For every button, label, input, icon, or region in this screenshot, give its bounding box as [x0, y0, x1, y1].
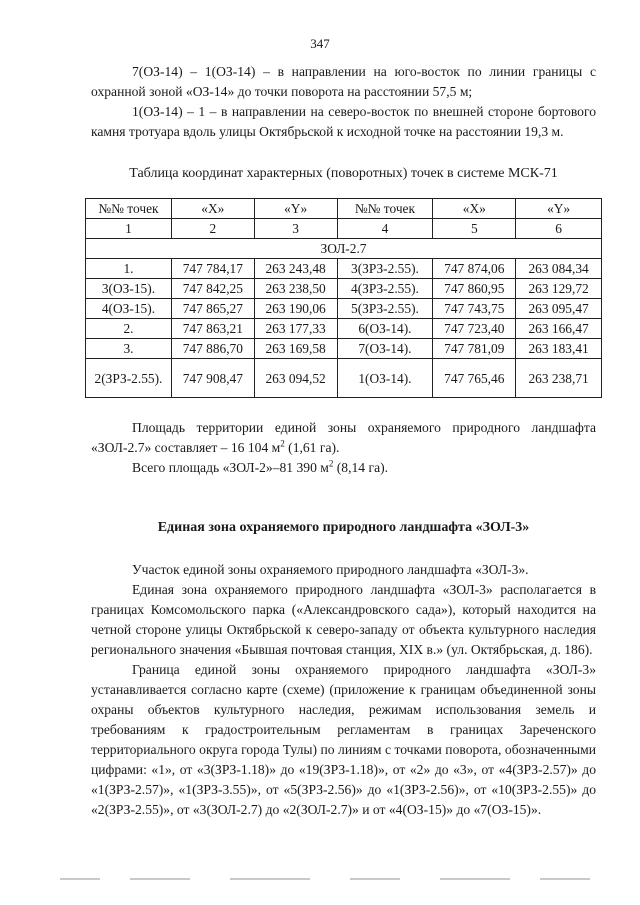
table-cell: 6(ОЗ-14). — [337, 319, 433, 339]
table-cell: 6 — [516, 219, 602, 239]
table-cell: 5(ЗРЗ-2.55). — [337, 299, 433, 319]
footer-scan-marks — [60, 878, 600, 886]
table-row — [86, 319, 602, 339]
table-cell: 263 166,47 — [516, 319, 602, 339]
coordinates-table — [85, 198, 602, 398]
total-area-text: Всего площадь «ЗОЛ-2»–81 390 м — [132, 460, 329, 475]
table-caption: Таблица координат характерных (поворотных) точек в системе МСК-71 — [129, 166, 558, 181]
table-cell: 7(ОЗ-14). — [337, 339, 433, 359]
table-cell: 747 886,70 — [171, 339, 254, 359]
table-cell: 263 243,48 — [254, 259, 337, 279]
paragraph: Граница единой зоны охраняемого природного ландшафта «ЗОЛ-3» устанавливается согласно карте (схеме) (приложение к границам объединенной зоны охраны объектов культурного наследия, режимам использования земель и требованиям к градостроительным регламентам в границах Зареченского территориального округа города Тулы) по линиям с точками поворота, обозначенными цифрами: «1», от «3(ЗРЗ-1.18)» до «19(ЗРЗ-1.18)», от «2» до «3», от «4(ЗРЗ-2.57)» до «1(ЗРЗ-2.57)», «1(ЗРЗ-3.55)», от «5(ЗРЗ-2.56)» до «1(ЗРЗ-2.56)», от «10(ЗРЗ-2.55)» до «2(ЗРЗ-2.55)», от «3(ЗОЛ-2.7) до «2(ЗОЛ-2.7)» и от «4(ОЗ-15)» до «7(ОЗ-15)». — [91, 662, 596, 817]
table-header-cell: №№ точек — [86, 199, 172, 219]
table-column-numbers-row — [86, 219, 602, 239]
table-header-cell: «Y» — [254, 199, 337, 219]
table-cell: 3. — [86, 339, 172, 359]
table-cell: 2(ЗРЗ-2.55). — [86, 359, 172, 398]
table-cell: 263 129,72 — [516, 279, 602, 299]
document-body — [91, 62, 596, 820]
table-cell: 747 723,40 — [433, 319, 516, 339]
section-heading: Единая зона охраняемого природного ландшафта «ЗОЛ-3» — [157, 520, 530, 535]
paragraph: Участок единой зоны охраняемого природного ландшафта «ЗОЛ-3». — [132, 562, 529, 577]
table-cell: 3 — [254, 219, 337, 239]
area-text: Площадь территории единой зоны охраняемого природного ландшафта «ЗОЛ-2.7» составляет – 16 104 м — [91, 420, 596, 455]
paragraph: 1(ОЗ-14) – 1 – в направлении на северо-восток по внешней стороне бортового камня тротуара вдоль улицы Октябрьской к исходной точке на расстоянии 19,3 м. — [91, 104, 596, 139]
table-cell: 4(ЗРЗ-2.55). — [337, 279, 433, 299]
table-cell: 747 865,27 — [171, 299, 254, 319]
table-cell: 263 177,33 — [254, 319, 337, 339]
table-cell: 263 095,47 — [516, 299, 602, 319]
area-tail: (1,61 га). — [284, 440, 340, 455]
table-cell: 747 863,21 — [171, 319, 254, 339]
total-area-superscript: 2 — [328, 458, 334, 469]
table-header-cell: «X» — [433, 199, 516, 219]
table-cell: 263 190,06 — [254, 299, 337, 319]
table-cell: 263 238,50 — [254, 279, 337, 299]
table-cell: 263 238,71 — [516, 359, 602, 398]
table-cell: 747 743,75 — [433, 299, 516, 319]
paragraph: 7(ОЗ-14) – 1(ОЗ-14) – в направлении на юго-восток по линии границы с охранной зоной «ОЗ-14» до точки поворота на расстоянии 57,5 м; — [91, 64, 596, 99]
table-cell: 747 842,25 — [171, 279, 254, 299]
paragraph: Единая зона охраняемого природного ландшафта «ЗОЛ-3» располагается в границах Комсомольского парка («Александровского сада»), который находится на четной стороне улицы Октябрьской к северо-западу от объекта культурного наследия регионального значения «Бывшая почтовая станция, XIX в.» (ул. Октябрьская, д. 186). — [91, 582, 596, 657]
page-number: 347 — [310, 36, 330, 51]
table-row — [86, 259, 602, 279]
table-cell: 747 784,17 — [171, 259, 254, 279]
table-cell: 747 860,95 — [433, 279, 516, 299]
table-cell: 2 — [171, 219, 254, 239]
table-header-row — [86, 199, 602, 219]
table-group-row — [86, 239, 602, 259]
table-cell: 263 183,41 — [516, 339, 602, 359]
table-group-label: ЗОЛ-2.7 — [86, 239, 602, 259]
total-area-tail: (8,14 га). — [333, 460, 389, 475]
table-cell: 263 094,52 — [254, 359, 337, 398]
table-cell: 747 781,09 — [433, 339, 516, 359]
table-cell: 3(ЗРЗ-2.55). — [337, 259, 433, 279]
table-row — [86, 339, 602, 359]
table-header-cell: «Y» — [516, 199, 602, 219]
table-cell: 1. — [86, 259, 172, 279]
table-cell: 4 — [337, 219, 433, 239]
table-cell: 3(ОЗ-15). — [86, 279, 172, 299]
table-header-cell: №№ точек — [337, 199, 433, 219]
area-superscript: 2 — [280, 438, 285, 449]
table-cell: 263 084,34 — [516, 259, 602, 279]
table-row — [86, 299, 602, 319]
table-cell: 1(ОЗ-14). — [337, 359, 433, 398]
area-paragraph — [91, 418, 596, 458]
table-cell: 4(ОЗ-15). — [86, 299, 172, 319]
table-cell: 747 908,47 — [171, 359, 254, 398]
table-cell: 263 169,58 — [254, 339, 337, 359]
table-cell: 5 — [433, 219, 516, 239]
table-cell: 747 874,06 — [433, 259, 516, 279]
total-area-paragraph — [91, 458, 596, 478]
table-row — [86, 279, 602, 299]
table-cell: 1 — [86, 219, 172, 239]
table-cell: 747 765,46 — [433, 359, 516, 398]
table-row — [86, 359, 602, 398]
table-cell: 2. — [86, 319, 172, 339]
table-header-cell: «X» — [171, 199, 254, 219]
